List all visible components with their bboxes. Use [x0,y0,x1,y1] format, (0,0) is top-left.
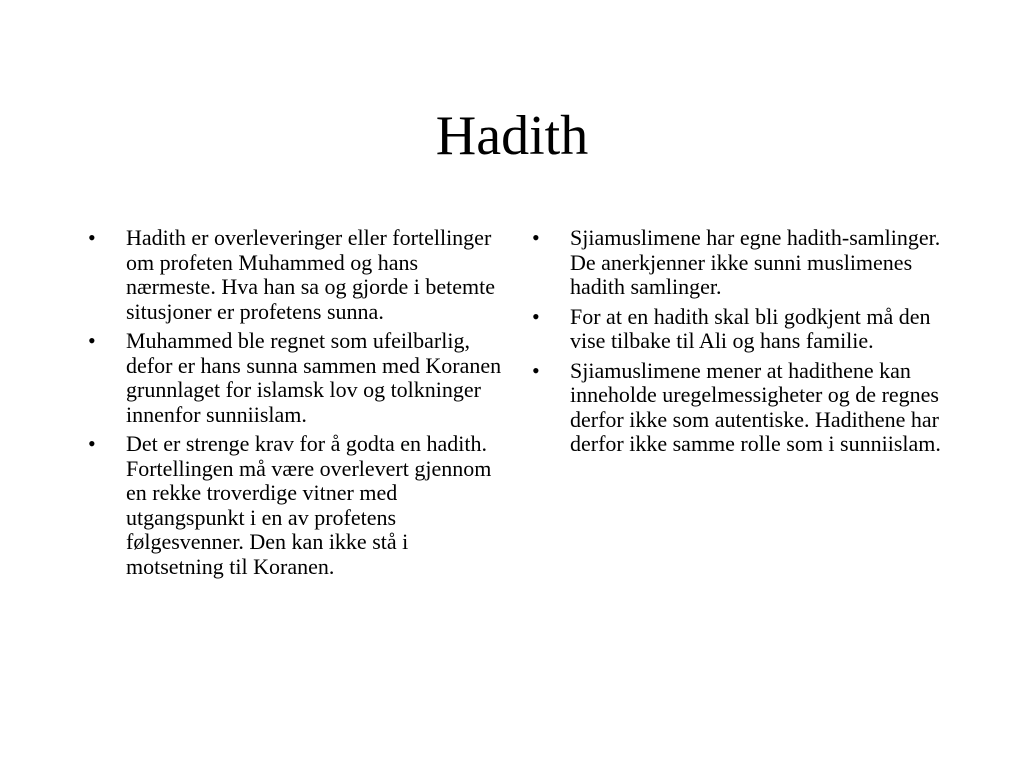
bullet-item [88,329,508,427]
bullet-item [532,305,952,354]
slide-title: Hadith [435,105,589,167]
bullet-dot: • [88,225,96,250]
right-bullet-list [532,226,952,462]
bullet-dot: • [532,303,540,329]
bullet-text: For at en hadith skal bli godkjent må den vise tilbake til Ali og hans familie. [570,303,931,353]
left-bullet-list [88,226,508,584]
bullet-text: Sjiamuslimene har egne hadith-samlinger. De anerkjenner ikke sunni muslimenes hadith samlinger. [570,225,941,299]
bullet-text: Sjiamuslimene mener at hadithene kan inneholde uregelmessigheter og de regnes derfor ikke som autentiske. Hadithene har derfor ikke samme rolle som i sunniislam. [570,357,941,456]
bullet-dot: • [88,328,96,353]
bullet-item [88,432,508,579]
bullet-item [88,226,508,324]
bullet-text: Hadith er overleveringer eller fortellinger om profeten Muhammed og hans nærmeste. Hva han sa og gjorde i betemte situsjoner er profetens sunna. [126,225,496,324]
bullet-text: Det er strenge krav for å godta en hadith. Fortellingen må være overlevert gjennom en rekke troverdige vitner med utgangspunkt i en av profetens følgesvenner. Den kan ikke stå i motsetning til Koranen. [126,431,492,579]
bullet-dot: • [532,357,540,383]
bullet-text: Muhammed ble regnet som ufeilbarlig, defor er hans sunna sammen med Koranen grunnlaget for islamsk lov og tolkninger innenfor sunniislam. [126,328,502,427]
bullet-dot: • [532,225,540,250]
bullet-item [532,226,952,300]
bullet-item [532,359,952,457]
bullet-dot: • [88,431,96,456]
